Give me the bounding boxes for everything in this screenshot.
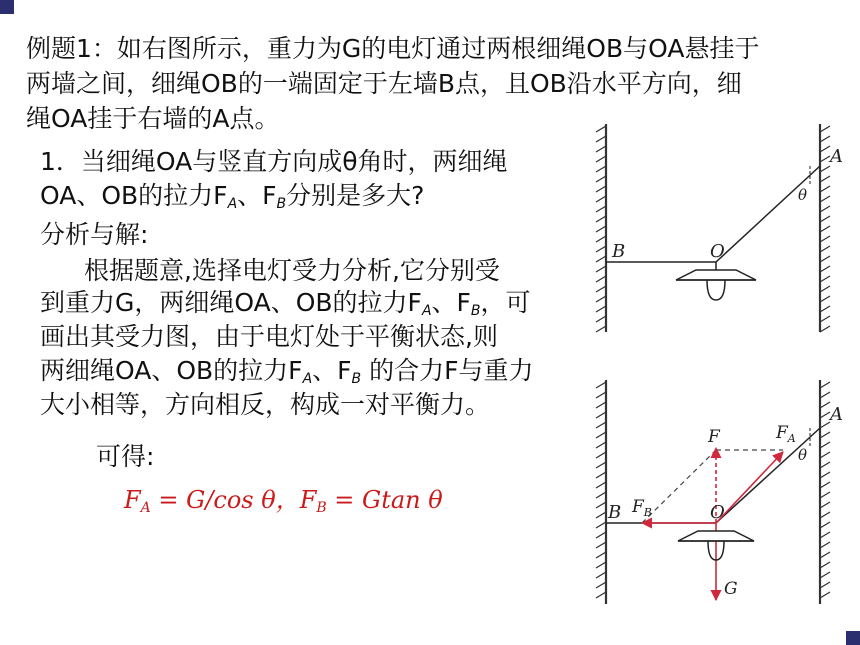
analysis-line-1: 根据题意,选择电灯受力分析,它分别受 [84, 256, 500, 285]
label-fb-sub: B [643, 506, 652, 519]
label-fb-main: F [632, 497, 644, 517]
figure-2-force-diagram [592, 378, 852, 608]
label-b: B [612, 241, 626, 262]
label-o: O [710, 241, 725, 262]
analysis-line-5: 大小相等，方向相反，构成一对平衡力。 [40, 390, 491, 419]
label-f: F [708, 427, 720, 447]
rope-oa [716, 428, 820, 523]
analysis-text-b: 、F [431, 288, 471, 317]
left-wall [596, 380, 606, 604]
label-fb [631, 497, 652, 519]
label-o: O [710, 502, 725, 523]
question-line-2 [40, 179, 424, 221]
analysis-text-a: 到重力G，两细绳OA、OB的拉力F [40, 288, 422, 317]
formula-fb-rhs: = Gtan θ [326, 486, 443, 514]
result-label: 可得: [96, 442, 155, 471]
right-wall [820, 380, 830, 604]
rope-oa [716, 166, 820, 262]
subscript-b: B [470, 303, 481, 319]
question-text-b: 、F [237, 181, 277, 210]
label-theta: θ [798, 186, 808, 204]
result-formula [124, 484, 443, 525]
subscript-b: B [276, 196, 287, 212]
parallelogram-edge-left [642, 450, 716, 523]
figure-1-diagram [592, 122, 852, 337]
subscript-a: A [421, 303, 432, 319]
analysis-text-f: 的合力F与重力 [361, 356, 534, 385]
right-wall [820, 124, 830, 332]
analysis-heading: 分析与解: [40, 220, 149, 249]
question-line-1: 1．当细绳OA与竖直方向成θ角时，两细绳 [40, 147, 508, 176]
formula-sub-a: A [140, 500, 151, 516]
question-text-a: OA、OB的拉力F [40, 181, 228, 210]
label-g: G [724, 579, 738, 599]
lamp-icon [676, 262, 756, 300]
analysis-text-c: ，可 [480, 288, 531, 317]
label-fa-main: F [776, 423, 788, 443]
question-text-c: 分别是多大? [286, 181, 425, 210]
subscript-a: A [302, 371, 313, 387]
corner-mark-top-left [0, 0, 14, 14]
label-a: A [830, 146, 843, 167]
force-fa-arrow [716, 452, 783, 523]
analysis-text-e: 、F [312, 356, 352, 385]
formula-fa-rhs: = G/cos θ， [150, 486, 300, 514]
label-fa [775, 423, 796, 445]
label-b: B [608, 502, 622, 523]
problem-line-1: 例题1：如右图所示，重力为G的电灯通过两根细绳OB与OA悬挂于 [26, 34, 760, 63]
corner-mark-bottom-right [846, 631, 860, 645]
formula-fb: F [299, 486, 317, 514]
analysis-line-3: 画出其受力图，由于电灯处于平衡状态,则 [40, 322, 498, 351]
analysis-text-d: 两细绳OA、OB的拉力F [40, 356, 303, 385]
subscript-a: A [227, 196, 238, 212]
label-theta: θ [798, 446, 808, 464]
label-a: A [830, 404, 843, 425]
problem-line-2: 两墙之间，细绳OB的一端固定于左墙B点，且OB沿水平方向，细 [26, 69, 742, 98]
left-wall [596, 124, 606, 332]
subscript-b: B [351, 371, 362, 387]
formula-fa: F [124, 486, 141, 514]
label-fa-sub: A [787, 432, 796, 445]
formula-sub-b: B [316, 500, 327, 516]
problem-line-3: 绳OA挂于右墙的A点。 [26, 104, 280, 133]
